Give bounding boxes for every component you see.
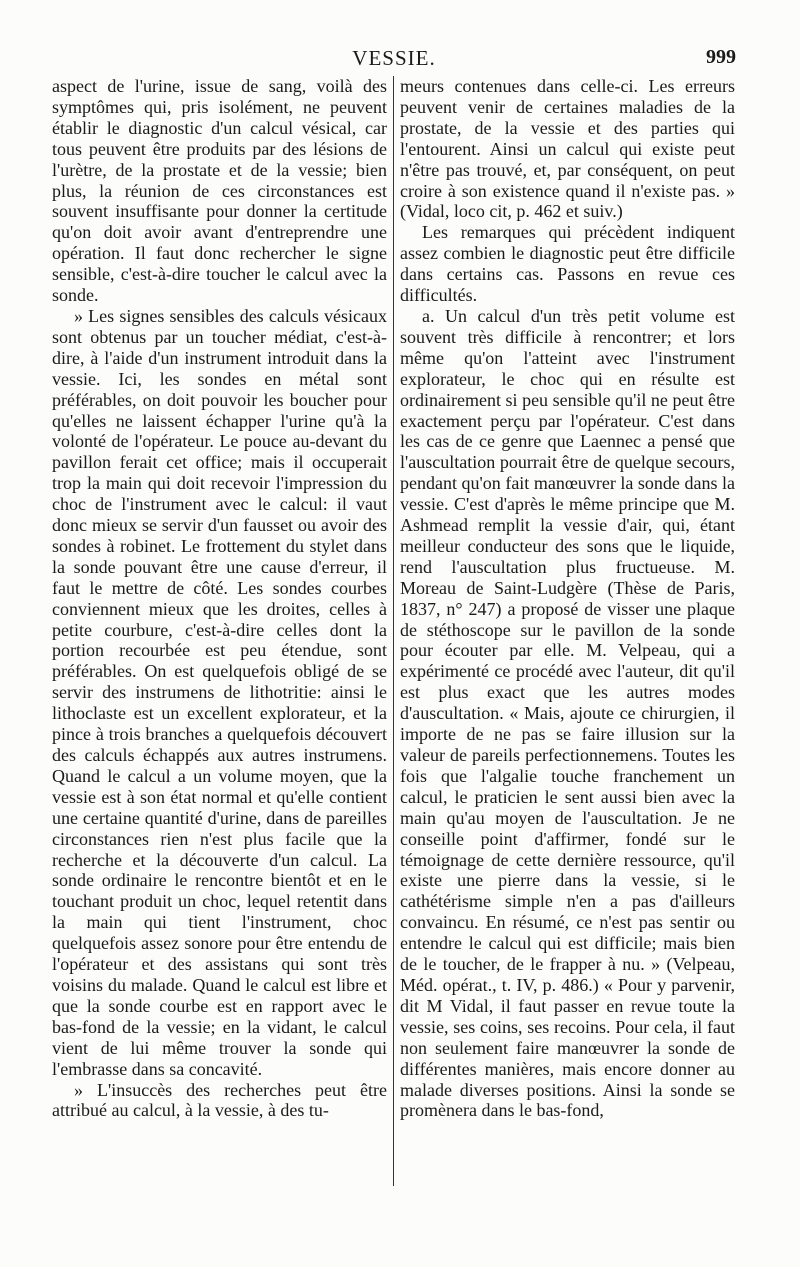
- paragraph: » Les signes sensibles des calculs vésicaux sont obtenus par un toucher médiat, c'est-à-dire, à l'aide d'un instrument introduit dans la vessie. Ici, les sondes en métal sont préférables, on doit pouvoir les boucher pour qu'elles ne laissent échapper l'urine qu'à la volonté de l'opérateur. Le pouce au-devant du pavillon ferait cet office; mais il occuperait trop la main qui doit recevoir l'impression du choc de l'instrument avec le calcul: il vaut donc mieux se servir d'un fausset ou avoir des sondes à robinet. Le frottement du stylet dans la sonde pouvant être une cause d'erreur, il faut le mettre de côté. Les sondes courbes conviennent mieux que les droites, celles à petite courbure, c'est-à-dire celles dont la portion recourbée est peu étendue, sont préférables. On est quelquefois obligé de se servir des instrumens de lithotritie: ainsi le lithoclaste est un excellent explorateur, et la pince à trois branches a quelquefois découvert des calculs échappés aux autres instrumens. Quand le calcul a un volume moyen, que la vessie est à son état normal et qu'elle contient une certaine quantité d'urine, dans de pareilles circonstances rien n'est plus facile que la recherche et la découverte d'un calcul. La sonde ordinaire le rencontre bientôt et en le touchant produit un choc, lequel retentit dans la main qui tient l'instrument, choc quelquefois assez sonore pour être entendu de l'opérateur et des assistans qui sont très voisins du malade. Quand le calcul est libre et que la sonde courbe est en rapport avec le bas-fond de la vessie; en la vidant, le calcul vient de lui même trouver la sonde qui l'embrasse dans sa concavité.: [52, 305, 387, 1079]
- page-number: 999: [706, 46, 736, 68]
- paragraph: Les remarques qui précèdent indiquent assez combien le diagnostic peut être difficile dans certains cas. Passons en revue ces difficultés.: [400, 222, 735, 306]
- paragraph: meurs contenues dans celle-ci. Les erreurs peuvent venir de certaines maladies de la prostate, de la vessie et des parties qui l'entourent. Ainsi un calcul qui existe peut n'être pas trouvé, et, par conséquent, on peut croire à son existence quand il n'existe pas. » (Vidal, loco cit, p. 462 et suiv.): [400, 76, 735, 222]
- right-column: [400, 76, 735, 1121]
- paragraph: a. Un calcul d'un très petit volume est souvent très difficile à rencontrer; et lors même qu'on l'atteint avec l'instrument explorateur, le choc qui en résulte est ordinairement si peu sensible qu'il ne peut être exactement perçu par l'opérateur. C'est dans les cas de ce genre que Laennec a pensé que l'auscultation pourrait être de quelque secours, pendant qu'on fait manœuvrer la sonde dans la vessie. C'est d'après le même principe que M. Ashmead remplit la vessie d'air, qui, étant meilleur conducteur des sons que le liquide, rend l'auscultation plus fructueuse. M. Moreau de Saint-Ludgère (Thèse de Paris, 1837, n° 247) a proposé de visser une plaque de stéthoscope sur le pavillon de la sonde pour écouter par elle. M. Velpeau, qui a expérimenté ce procédé avec l'auteur, dit qu'il est plus exact que les autres modes d'auscultation. « Mais, ajoute ce chirurgien, il importe de ne pas se faire illusion sur la valeur de pareils perfectionnemens. Toutes les fois que l'algalie touche franchement un calcul, le praticien le sent aussi bien avec la main qu'au moyen de l'auscultation. Je ne conseille point d'affirmer, fondé sur le témoignage de cette dernière ressource, qu'il existe une pierre dans la vessie, si le cathétérisme simple n'en a pas d'ailleurs convaincu. En résumé, ce n'est pas sentir ou entendre le calcul qui est difficile; mais bien de le toucher, de le frapper à nu. » (Velpeau, Méd. opérat., t. IV, p. 486.) « Pour y parvenir, dit M Vidal, il faut passer en revue toute la vessie, ses coins, ses recoins. Pour cela, il faut non seulement faire manœuvrer la sonde de différentes manières, mais encore donner au malade diverses positions. Ainsi la sonde se promènera dans le bas-fond,: [400, 305, 735, 1121]
- left-column: [52, 76, 387, 1121]
- column-divider: [393, 76, 394, 1186]
- paragraph: aspect de l'urine, issue de sang, voilà des symptômes qui, pris isolément, ne peuvent établir le diagnostic d'un calcul vésical, car tous peuvent être produits par des lésions de l'urètre, de la prostate et de la vessie; bien plus, la réunion de ces circonstances est souvent insuffisante pour donner la certitude qu'on doit avoir avant d'entreprendre une opération. Il faut donc rechercher le signe sensible, c'est-à-dire toucher le calcul avec la sonde.: [52, 76, 387, 306]
- page-header: [52, 46, 736, 70]
- running-title: VESSIE.: [352, 46, 436, 70]
- paragraph: » L'insuccès des recherches peut être attribué au calcul, à la vessie, à des tu-: [52, 1079, 387, 1121]
